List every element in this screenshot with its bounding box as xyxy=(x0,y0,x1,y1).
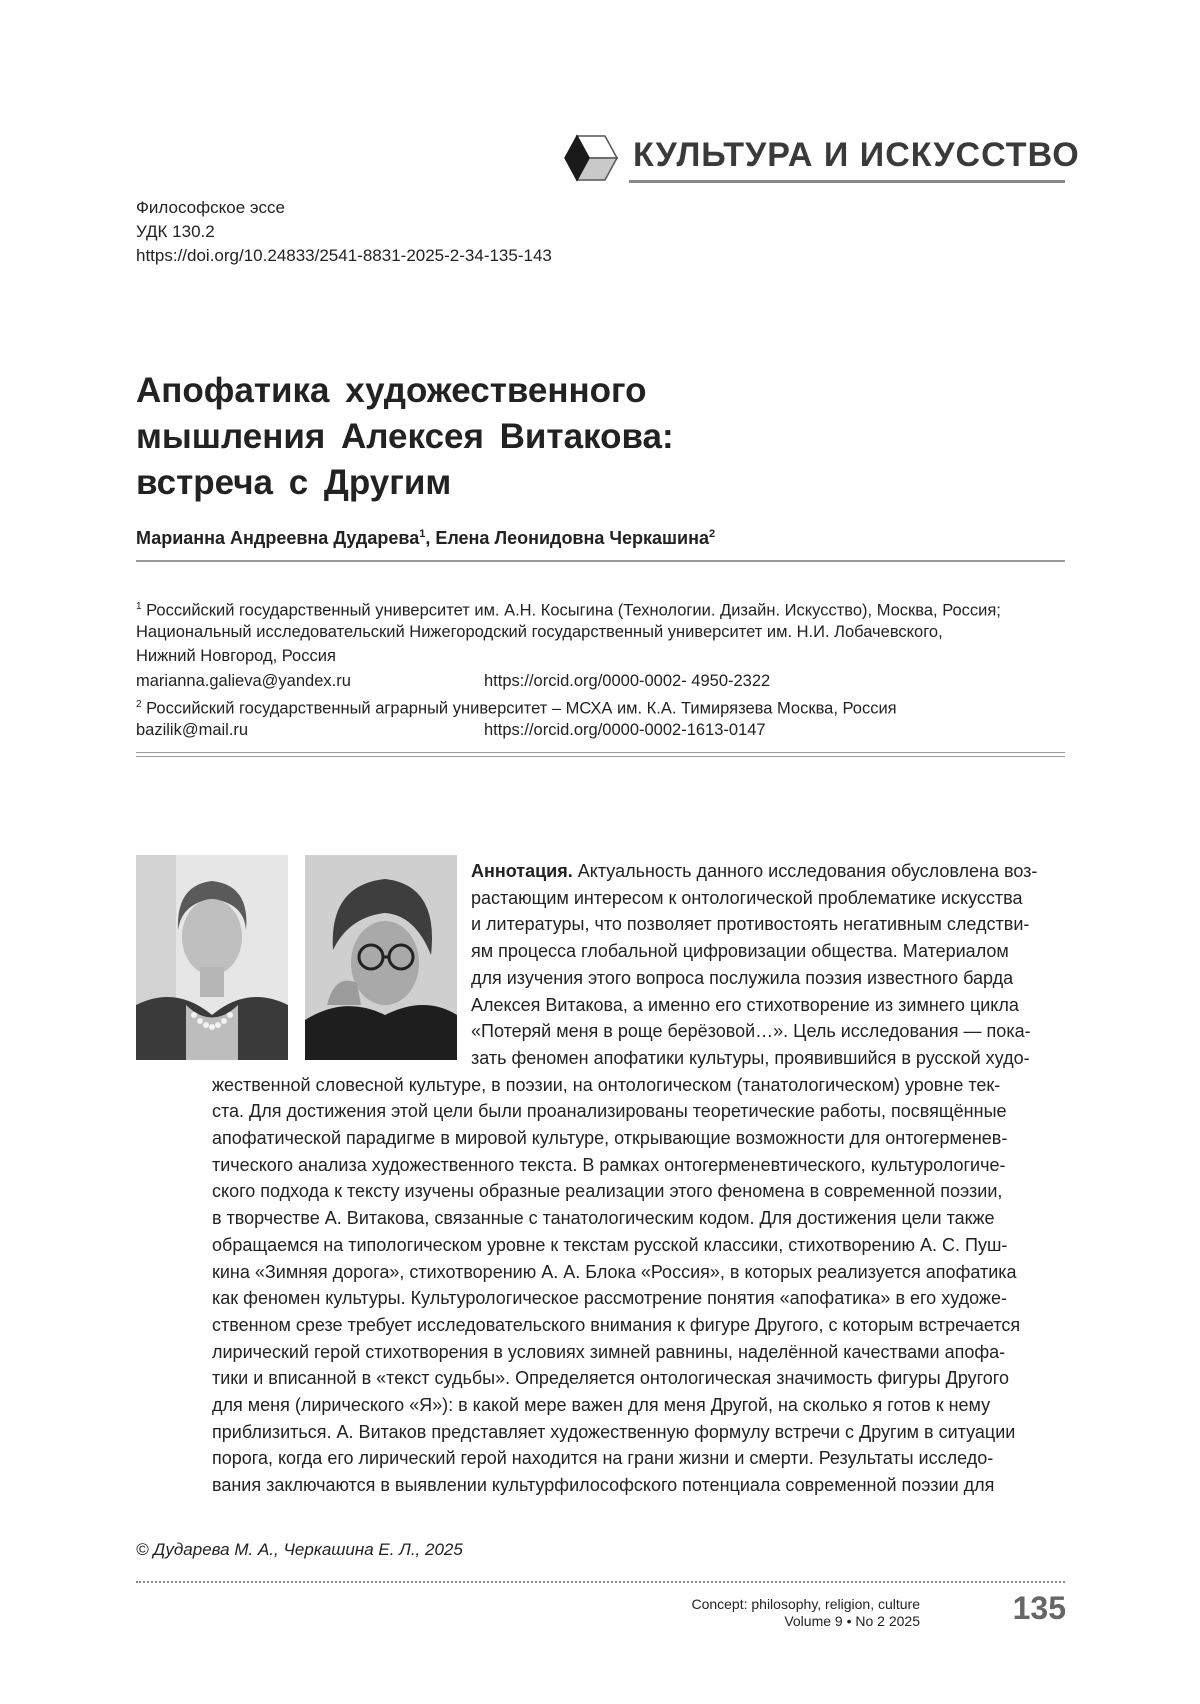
abstract-line: «Потеряй меня в роще берёзовой…». Цель исследования — пока- xyxy=(471,1021,1031,1042)
author-2-name: Елена Леонидовна Черкашина xyxy=(435,528,710,548)
abstract-line: растающим интересом к онтологической проблематике искусства xyxy=(471,887,1023,908)
author-2-orcid[interactable]: https://orcid.org/0000-0002-1613-0147 xyxy=(484,720,766,739)
abstract-line: вания заключаются в выявлении культурфилософского потенциала современной поэзии для xyxy=(212,1475,995,1496)
article-type: Философское эссе xyxy=(136,198,286,217)
abstract-line: тического анализа художественного текста. В рамках онтогерменевтического, культурологиче- xyxy=(212,1154,1006,1175)
abstract-line: и литературы, что позволяет противостоять негативным следстви- xyxy=(471,914,1030,935)
affil-1-num: 1 xyxy=(136,601,142,612)
affil-1-line-1 xyxy=(136,595,1066,620)
abstract-line: ста. Для достижения этой цели были проанализированы теоретические работы, посвящённые xyxy=(212,1101,1007,1122)
author-1-orcid[interactable]: https://orcid.org/0000-0002- 4950-2322 xyxy=(484,671,771,690)
abstract-line: ям процесса глобальной цифровизации общества. Материалом xyxy=(471,941,1009,962)
affiliations xyxy=(136,595,1066,742)
abstract-line: ственном срезе требует исследовательского внимания к фигуре Другого, с которым встречается xyxy=(212,1314,1021,1335)
author-1-sup: 1 xyxy=(419,528,426,540)
abstract-line: порога, когда его лирический герой находится на грани жизни и смерти. Результаты исследо- xyxy=(212,1448,994,1469)
abstract-line: тики и вписанной в «текст судьбы». Определяется онтологическая значимость фигуры Другого xyxy=(212,1368,1009,1389)
author-separator: , xyxy=(425,528,436,548)
author-2-email[interactable]: bazilik@mail.ru xyxy=(136,720,249,739)
journal-volume: Volume 9 • No 2 2025 xyxy=(784,1613,920,1629)
abstract-line: как феномен культуры. Культурологическое рассмотрение понятия «апофатика» в его художе- xyxy=(212,1288,1007,1309)
abstract-line: в творчестве А. Витакова, связанные с танатологическим кодом. Для достижения цели также xyxy=(212,1208,995,1229)
abstract-line: лирический герой стихотворения в условиях зимней равнины, наделённой качествами апофа- xyxy=(212,1341,1006,1362)
authors-rule xyxy=(136,560,1065,562)
title-line-2: мышления Алексея Витакова: xyxy=(136,417,674,456)
author-1-email[interactable]: marianna.galieva@yandex.ru xyxy=(136,671,351,690)
udk-code: УДК 130.2 xyxy=(136,222,215,241)
abstract-line: приблизиться. А. Витаков представляет художественную формулу встречи с Другим в ситуации xyxy=(212,1421,1016,1442)
abstract-line: ского подхода к тексту изучены образные реализации этого феномена в современной поэзии, xyxy=(212,1181,1003,1202)
copyright-notice: © Дударева М. А., Черкашина Е. Л., 2025 xyxy=(136,1540,463,1559)
abstract-line: апофатической парадигме в мировой культуре, открывающие возможности для онтогерменев- xyxy=(212,1128,1008,1149)
author-2-sup: 2 xyxy=(709,528,716,540)
doi-link[interactable]: https://doi.org/10.24833/2541-8831-2025-2-34-135-143 xyxy=(136,246,552,265)
author-1-name: Марианна Андреевна Дударева xyxy=(136,528,420,548)
section-title: КУЛЬТУРА И ИСКУССТВО xyxy=(633,136,1080,174)
affil-2-contacts xyxy=(136,718,1066,743)
affil-rule-top xyxy=(136,752,1065,753)
affil-1-text-1: Российский государственный университет им. А.Н. Косыгина (Технологии. Дизайн. Искусство), Москва, Россия; xyxy=(141,601,1001,620)
affil-1-line-2: Национальный исследовательский Нижегородский государственный университет им. Н.И. Лобачевского, xyxy=(136,622,943,641)
affil-rule-bottom xyxy=(136,756,1065,757)
abstract-line: кина «Зимняя дорога», стихотворению А. А. Блока «Россия», в которых реализуется апофатика xyxy=(212,1261,1017,1282)
abstract-line: обращаемся на типологическом уровне к текстам русской классики, стихотворению А. С. Пуш- xyxy=(212,1234,1008,1255)
article-title xyxy=(136,368,936,506)
abstract xyxy=(136,858,1066,1499)
footer-dotted-rule xyxy=(136,1581,1065,1583)
cube-logo-icon xyxy=(555,132,621,184)
title-line-1: Апофатика художественного xyxy=(136,371,647,410)
abstract-line: зать феномен апофатики культуры, проявившийся в русской худо- xyxy=(471,1047,1030,1068)
journal-info xyxy=(580,1596,920,1630)
abstract-label: Аннотация. xyxy=(471,861,573,881)
abstract-line: Аннотация. Актуальность данного исследования обусловлена воз- xyxy=(471,861,1038,881)
affil-2-num: 2 xyxy=(136,699,142,710)
abstract-line: для изучения этого вопроса послужила поэзия известного барда xyxy=(471,967,1014,988)
section-header xyxy=(555,132,1080,184)
affil-1-line-3: Нижний Новгород, Россия xyxy=(136,647,336,665)
authors-line xyxy=(136,528,715,549)
abstract-line: Алексея Витакова, а именно его стихотворение из зимнего цикла xyxy=(471,994,1019,1015)
journal-name: Concept: philosophy, religion, culture xyxy=(691,1596,920,1612)
section-rule xyxy=(629,180,1065,183)
page-number: 135 xyxy=(1012,1590,1066,1626)
abstract-line: для меня (лирического «Я»): в какой мере важен для меня Другой, на сколько я готов к нему xyxy=(212,1395,991,1416)
affil-1-contacts xyxy=(136,669,1066,694)
article-meta xyxy=(136,196,552,268)
abstract-line: жественной словесной культуре, в поэзии, на онтологическом (танатологическом) уровне тек- xyxy=(212,1074,1001,1095)
title-line-3: встреча с Другим xyxy=(136,463,452,502)
affil-2-line-1 xyxy=(136,693,1066,718)
affil-2-text-1: Российский государственный аграрный университет – МСХА им. К.А. Тимирязева Москва, Россия xyxy=(141,699,897,718)
